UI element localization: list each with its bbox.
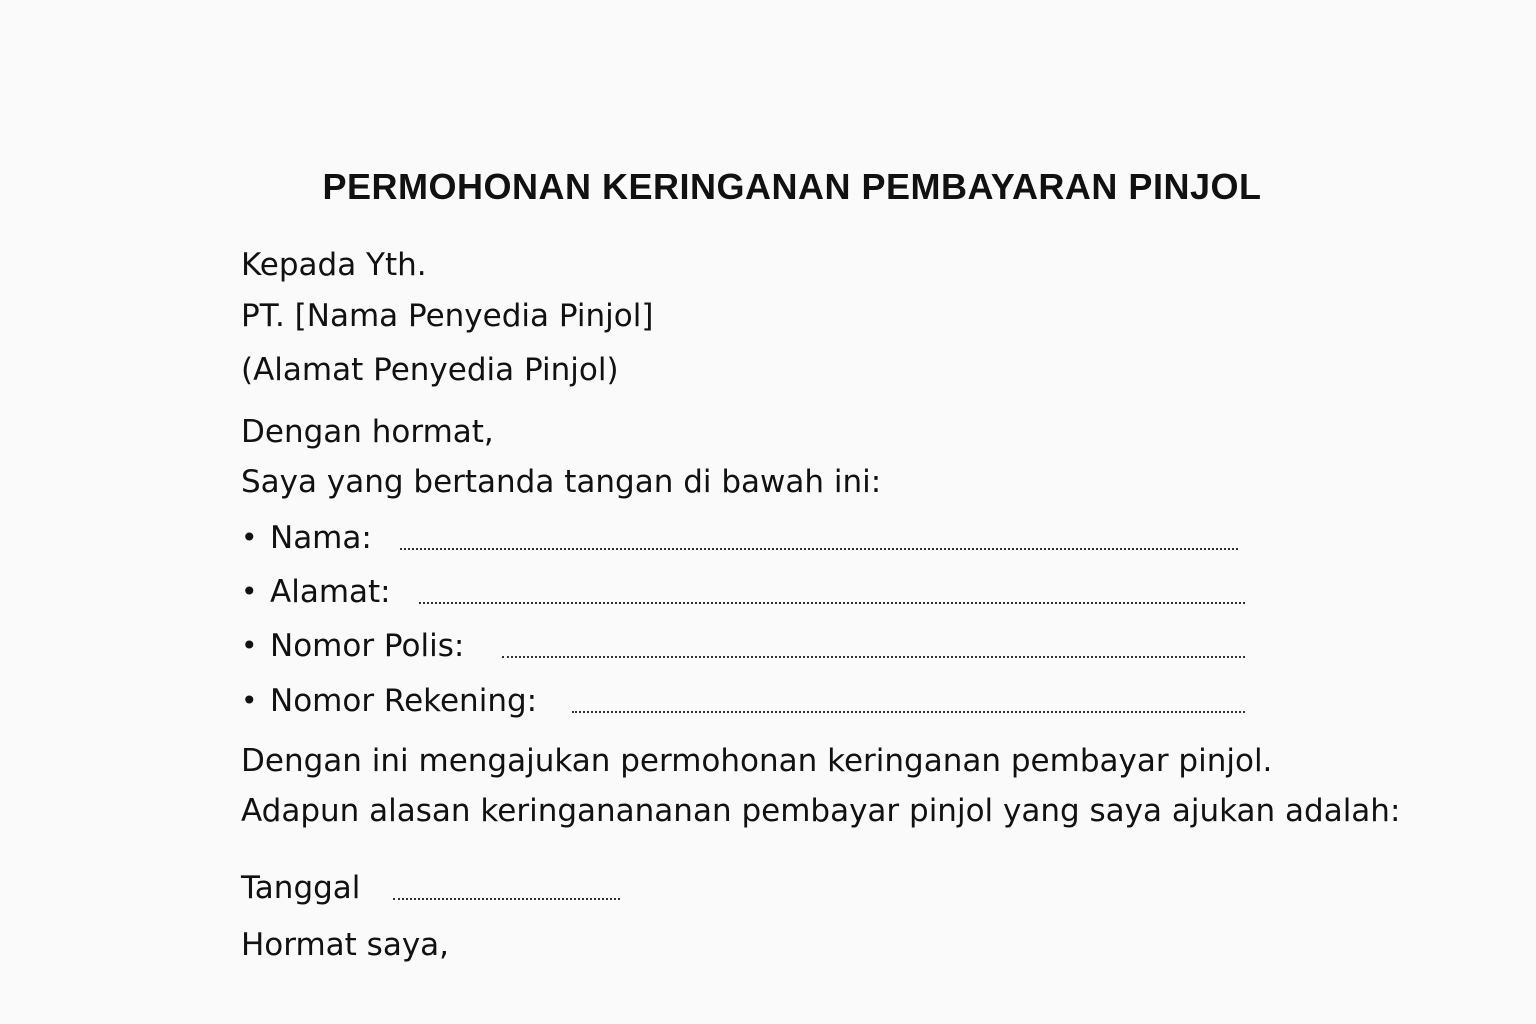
- recipient-address: (Alamat Penyedia Pinjol): [241, 352, 619, 388]
- body-paragraph: Dengan ini mengajukan permohonan keringanan pembayar pinjol.: [241, 743, 1273, 779]
- intro-text: Saya yang bertanda tangan di bawah ini:: [241, 464, 882, 500]
- date-label: Tanggal: [241, 870, 361, 906]
- bullet: •: [241, 575, 258, 608]
- fill-in-line[interactable]: [502, 656, 1245, 658]
- recipient-salutation: Kepada Yth.: [241, 247, 427, 283]
- fill-in-line[interactable]: [419, 602, 1245, 604]
- date-field: [241, 868, 360, 908]
- greeting: Dengan hormat,: [241, 414, 494, 450]
- field-label: Nomor Rekening:: [270, 683, 538, 719]
- recipient-company: PT. [Nama Penyedia Pinjol]: [241, 298, 654, 334]
- bullet: •: [241, 629, 258, 662]
- bullet: •: [241, 684, 258, 717]
- field-label: Nama:: [270, 520, 372, 556]
- field-label: Nomor Polis:: [270, 628, 465, 664]
- fill-in-line[interactable]: [393, 898, 620, 900]
- body-paragraph: Adapun alasan keringanananan pembayar pinjol yang saya ajukan adalah:: [241, 793, 1401, 829]
- bullet: •: [241, 521, 258, 554]
- document-title: PERMOHONAN KERINGANAN PEMBAYARAN PINJOL: [322, 166, 1262, 207]
- fill-in-line[interactable]: [400, 548, 1238, 550]
- fill-in-line[interactable]: [572, 711, 1245, 713]
- field-label: Alamat:: [270, 574, 391, 610]
- closing: Hormat saya,: [241, 927, 450, 963]
